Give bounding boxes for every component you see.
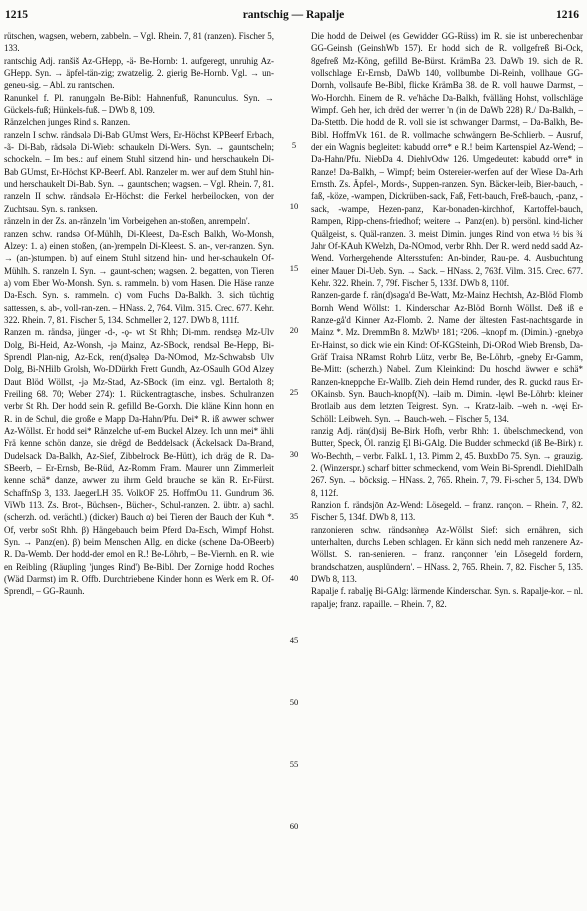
line-number: 25 — [289, 387, 299, 397]
entry-ranzen-continued: Die hodd de Deiwel (es Gewidder GG-Rüss) im R. sie ist unberechenbar GG-Geinsh (GeinshWb 157). Er hodd sich de R. vollgefreß Bi-Ock, 8gefreß Mz-Köng, gefilld Be-Bürst. KrämBa 23. DaWb 19. sich de R. vollschlage Er-Ernsb, DaWb 140, vollbumbe Di-Reinh, vollhaue GG-Dornh, vollsaufe Be-Bibl, flicke KrämBa 38. de R. voll hauwe Darmst, – Wo-Horchh. Einem de R. ve'häche Da-Balkh, fvälläng Hohst, vollschläge Wimpf. Geh her, ich drëd der werrer 'n (in de DaWb 228) R./ Da-Balkh, – Da-Stettb. Die hodd de R. voll sie ist schwanger Darmst, – Da-Balkh, Be-Bibl. HoffmVk 161. de R. vollmache schwängern Be-Schlierb. – Ausruf, der ein Wagnis begleitet: kabudd orre* e R.! beim Kartenspiel Az-Wend; – Da-Hahn/Pfu. NiebDa 4. DiehlvOdw 126. Umgedeutet: kabudd orre* in Ranze! Da-Balkh, – Wimpf; beim Ostereier-werfen auf der Wiese Da-Arh Ernsth. Zs. Äpfel-, Mords-, Suppen-ranzen. Syn. Bäcker-leib, Bier-bauch, -faß, -köze, -wampen, Dickrüben-sack, Faß, Fett-bauch, Freß-bauch, -panz, -sack, -wampe, Hezen-panz, Kar-bonaden-kirchhof, Kartoffel-bauch, Rampen, Ripp-chens-friedhof; weitere → Panz(en). b) persönl. kind-licher Quälgeist, s. Quäl-ranzen. 3. meist Dimin. junges Rind von etwa ½ bis ¾ Jahr Of-KAuh KWelzh, Da-NOmod, verbr Rhh. Der R. werd nedd sadd Az-Wend. Vorhergehende Altersstufen: An-binder, Rau-pe. 4. Ausbuchtung einer Mauer Di-Ueb. Syn. → Sack. – HNass. 2, 763f. Vilm. 315. Crec. 677. Kehr. 322. Rhein. 7, 79f. Fischer 5, 133f. DWb 8, 110f. — [311, 31, 583, 288]
line-number-gutter — [278, 30, 310, 900]
line-number: 35 — [289, 511, 299, 521]
running-header — [0, 9, 587, 25]
entry-raenzeln: ränzeln in der Zs. an-ränzeln 'im Vorbeigehen an-stoßen, anrempeln'. — [4, 216, 250, 227]
line-number: 5 — [291, 140, 297, 150]
right-column — [311, 30, 583, 900]
header-title: rantschig — Rapalje — [242, 9, 345, 21]
line-number: 10 — [289, 201, 299, 211]
entry-ranzion: Ranzion f. rändsjōn Az-Wend: Lösegeld. – franz. rançon. – Rhein. 7, 82. Fischer 5, 134f. DWb 8, 113. — [311, 500, 583, 523]
entry-rapalje: Rapalje f. rabalję Bi-GAlg: lärmende Kinderschar. Syn. s. Rapalje-kor. – nl. rapalje; franz. rapaille. – Rhein. 7, 82. — [311, 586, 583, 609]
entry-ranzonieren: ranzonieren schw. rändsǝnǹɐ̯ə Az-Wöllst Sief: sich ernähren, sich unterhalten, durchs Leben schlagen. Er känn sich nedd meh ranzenere Az-Wöllst. S. ran-senieren. – franz. rançonner 'ein Lösegeld fordern, brandschatzen, ausplündern'. – HNass. 2, 765. Rhein. 7, 82. Fischer 5, 135. DWb 8, 113. — [311, 524, 583, 585]
line-number: 45 — [289, 635, 299, 645]
line-number: 50 — [289, 697, 299, 707]
line-number: 15 — [289, 263, 299, 273]
entry-rantschig: rantschig Adj. ranšiš Az-GHepp, -ä- Be-Hornb: 1. aufgeregt, unruhig Az-GHepp. Syn. → äpfel-tän-zig; zwatzelig. 2. gierig Be-Hornb. Vgl. → un-geneu-sig. – Abl. zu rantschen. — [4, 55, 274, 91]
entry-ranzen-garde: Ranzen-garde f. rän(d)sǝga'd Be-Watt, Mz-Mainz Hechtsh, Az-Blöd Flomb Bornh Wend Wöllst: 1. Kinderschar Az-Blöd Bornh Wöllst. Deß iß e Ranze-gå'd Kinner Az-Flomb. 2. Name der ältesten Fast-nachtsgarde in Mainz *. Mz. DremmBn 8. MzWb¹ 181; ²206. –knopf m. (Dimin.) -gnebχə Er-Hainst, so dick wie ein Kind: Of-KGSteinh, Di-ORod Wieb Brensb, Da-Gräf Traisa NRamst Rohrb Lütz, verbr Be, Be-Löhrb, -gnebχ Er-Gamm, Be-Mitt: (scherzh.) Nabel. Zum Kleinkind: Du hoschd äwwer e schä* Ranzen-kneppche Er-Wallb. Zieh dein Hemd runder, des R. guckd raus Er-OKainsb. Syn. Bauch-knopf(N). –laib m. Dimin. -lęwl Be-Löhrb: kleiner Brotlaib aus dem letzten Teigrest. Syn. → Kratz-laib. –weh n. -węi Er-Schöll: Leibweh. Syn. → Bauch-weh. – Fischer 5, 134. — [311, 290, 583, 424]
line-number: 20 — [289, 325, 299, 335]
entry-ranunkel: Ranunkel f. Pl. ranuŋgəln Be-Bibl: Hahnenfuß, Ranunculus. Syn. → Gückels-fuß; Hünkels-fuß. – DWb 8, 109. — [4, 92, 274, 116]
line-number: 40 — [289, 573, 299, 583]
line-number: 60 — [289, 821, 299, 831]
entry-raenzelchen: Ränzelchen junges Rind s. Ranzen. — [4, 117, 131, 128]
entry-ranzeln-1: ranzeln I schw. rändsələ Di-Bab GUmst Wers, Er-Höchst KPBeerf Erbach, -ã- Di-Bab, rädsələ Di-Wieb: schaukeln Di-Wers. Syn. → gauntscheln; schockeln. – Im bes.: auf einem Stuhl sitzend hin- und herschaukeln Di-Bab GUmst, Er-Höchst KP-Beerf. Abl. Ranzeler m. wer auf dem Stuhl hin- und herschaukelt Di-Bab. Syn. → gauntschen; wagsen. – Vgl. Rhein. 7, 81. — [4, 129, 274, 190]
left-page-number: 1215 — [5, 9, 28, 21]
line-number: 55 — [289, 759, 299, 769]
entry-ranzeln-2: ranzeln II schw. rändsələ Er-Höchst: die Ferkel herbeilocken, von der Zuchtsau. Syn. s. ranksen. — [4, 191, 274, 214]
entry-ranzig: ranzig Adj. rän(d)sij Be-Birk Hofh, verbr Rhh: 1. übelschmeckend, von Butter, Speck, Öl. ranzig Ęl Bi-GAlg. Die Budder schmeckd (iß Be-Birk) r. Wo-Bechth, – verbr. FalkL 1, 13. Pimm 2, 45. BuxbDo 75. Syn. → grauzig. 2. (Winzerspr.) scharf bitter schmeckend, vom Wein Bi-Sprendl. DiehlDalh 267. Syn. → böcksig. – HNass. 2, 765. Rhein. 7, 79. Fi-scher 5, 134. DWb 8, 112f. — [311, 426, 583, 498]
left-column — [4, 30, 274, 900]
entry-ranzen-noun: Ranzen m. rändsə, jünger -d-, -ǫ- wt St Rhh; Di-mm. rendsɐ̯ə Mz-Ulv Dolg, Bi-Heid, Az-Wonsh, -jə Mainz, Az-SBock, rendsəl Be-Hepp, Bi-Sprendl Plan-nig, Az-Eck, ren(d)sǝlɐ̯ə Da-NOmod, Mz-Schwabsb Ulv Dolg, Bi-NHilb Grolsh, Wo-DDürkh Frett Gundh, Az-OSaulh GOd Alzey Daut Blöd Wöllst, -jə Mz-Stad, Az-SBock (im einz. vgl. Bertaloth 8; Freiling 68. 70; Weber 274): 1. Rückentragtasche, insbes. Schulranzen verbr St Rh. Der hodd sein R. gefilld Be-Gorxh. Die kläne Kinn honn en R. in de Schul, die große e Mapp Da-Hahn/Pfu. Dei* R. iß awwer schwer Az-Wöllst. Er hodd sei* Ränzelche uf-em Buckel Alzey. Ich unn mei* ähli Frä kenne schön danze, sie drëgd de Beddelsack (Äckelsack Da-Brand, Dudelsack Da-Balkh, Az-Sief, Zibbelrock Be-Hütt), ich dräg de R. Da-SBeerb, – Er-Ernsb, Be-Rüd, Az-Romm Fram. Maurer unn Zimmerleit kenne schä* danze, awwer zu ihrm Geld brauche se kän R. Er-Fürst. SchaffnSp 3, 133. JaegerLH 35. VolkOF 25. HoffmOu 11. Gundrum 36. ViWb 113. Zs. Brot-, Büchsen-, Bücher-, Schul-ranzen. 2. übtr. a) sachl. (scherzh. od. verächtl.) (dicker) Bauch α) bei Tieren der Bauch der Kuh *. Of, verbr soSt Rhh. β) Hängebauch beim Pferd Da-Esch, Wimpf Hohst. Syn. → Panz(en). β) beim Menschen Allg. en dicke (schene Da-OBeerb) R. Da-Wemb. Der hodd-der emol en R.! Be-Löhrb, – Be-Viernh. en R. wie en Reibling (Räupling 'junges Rind') Be-Bibl. Der Zornige hodd Roches (Wäd Darmst) im R. Offb. Durchtriebene Kinder honn es Werk em R. Of-Sprendl, – GG-Raunh. — [4, 327, 274, 597]
entry-text: rütschen, wagsen, webern, zabbeln. – Vgl. Rhein. 7, 81 (ranzen). Fischer 5, 133. — [4, 31, 274, 54]
entry-ranzen-verb: ranzen schw. randsə Of-Mühlh, Di-Kleest, Da-Esch Balkh, Wo-Monsh, Alzey: 1. a) einen stoßen, (an-)rempeln Di-Kleest. S. an-, ver-ranzen. Syn. → (an-)stumpen. b) auf einem Stuhl sitzend hin- und her-schaukeln Of-Mühlh. S. ranzeln I. Syn. → gaunt-schen; wagsen. 2. begatten, von Tieren a) vom Eber Wo-Monsh. Syn. s. rammeln. b) vom Hasen. Die Häse ranze Da-Esch. Syn. s. rammeln. c) vom Fuchs Da-Balkh. 3. sich tüchtig sattessen, s. ab-, voll-ran-zen. – HNass. 2, 764. Vilm. 315. Crec. 677. Kehr. 322. Rhein. 7, 81. Fischer 5, 134. Schmeller 2, 127. DWb 8, 111f. — [4, 228, 274, 325]
right-page-number: 1216 — [556, 9, 579, 21]
line-number: 30 — [289, 449, 299, 459]
